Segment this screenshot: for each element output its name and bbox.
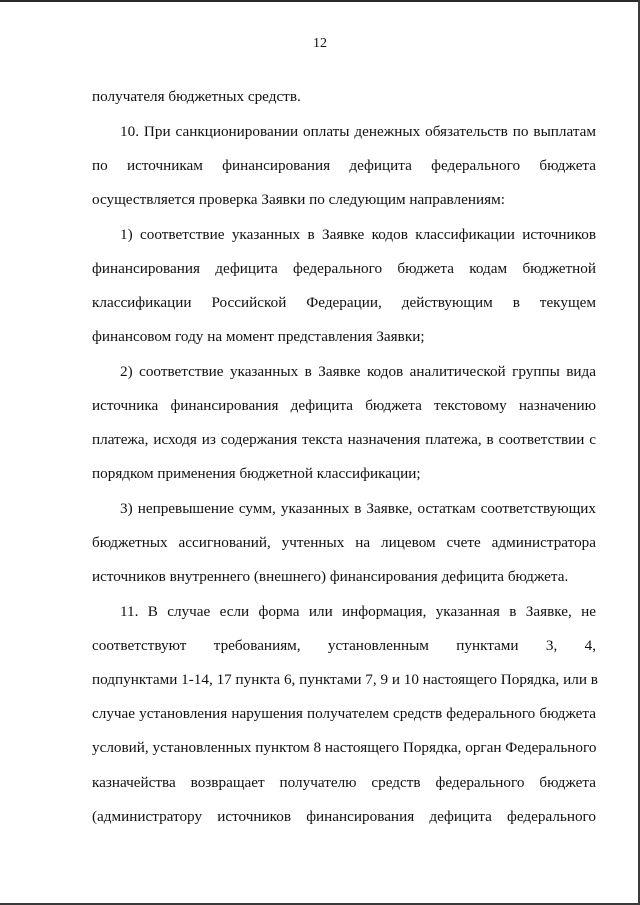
text-line: порядком применения бюджетной классификации; bbox=[92, 465, 421, 482]
text-line: источников внутреннего (внешнего) финансирования дефицита бюджета. bbox=[92, 568, 569, 585]
text-line: подпунктами 1-14, 17 пункта 6, пунктами 7, 9 и 10 настоящего Порядка, или в bbox=[92, 671, 598, 688]
text-line: осуществляется проверка Заявки по следующим направлениям: bbox=[92, 191, 505, 208]
item-1-line: 1) соответствие указанных в Заявке кодов классификации источников bbox=[120, 226, 596, 243]
text-line: финансирования дефицита федерального бюджета кодам бюджетной bbox=[92, 260, 596, 277]
text-line: соответствуют требованиям, установленным пунктами 3, 4, bbox=[92, 637, 596, 654]
text-line: случае установления нарушения получателем средств федерального бюджета bbox=[92, 705, 596, 722]
paragraph-11-line: 11. В случае если форма или информация, указанная в Заявке, не bbox=[120, 603, 596, 620]
page-number: 12 bbox=[313, 36, 327, 51]
item-3-line: 3) непревышение сумм, указанных в Заявке, остаткам соответствующих bbox=[120, 500, 596, 517]
scan-edge-top bbox=[0, 0, 640, 2]
text-line: бюджетных ассигнований, учтенных на лицевом счете администратора bbox=[92, 534, 596, 551]
paragraph-10-line: 10. При санкционировании оплаты денежных обязательств по выплатам bbox=[120, 123, 596, 140]
text-line: получателя бюджетных средств. bbox=[92, 88, 301, 105]
text-line: (администратору источников финансирования дефицита федерального bbox=[92, 808, 596, 825]
text-line: по источникам финансирования дефицита федерального бюджета bbox=[92, 157, 596, 174]
text-line: классификации Российской Федерации, действующим в текущем bbox=[92, 294, 596, 311]
item-2-line: 2) соответствие указанных в Заявке кодов аналитической группы вида bbox=[120, 363, 596, 380]
text-line: казначейства возвращает получателю средств федерального бюджета bbox=[92, 774, 596, 791]
text-line: условий, установленных пунктом 8 настоящего Порядка, орган Федерального bbox=[92, 739, 597, 756]
text-line: источника финансирования дефицита бюджета текстовому назначению bbox=[92, 397, 596, 414]
text-line: платежа, исходя из содержания текста назначения платежа, в соответствии с bbox=[92, 431, 596, 448]
text-line: финансовом году на момент представления Заявки; bbox=[92, 328, 425, 345]
